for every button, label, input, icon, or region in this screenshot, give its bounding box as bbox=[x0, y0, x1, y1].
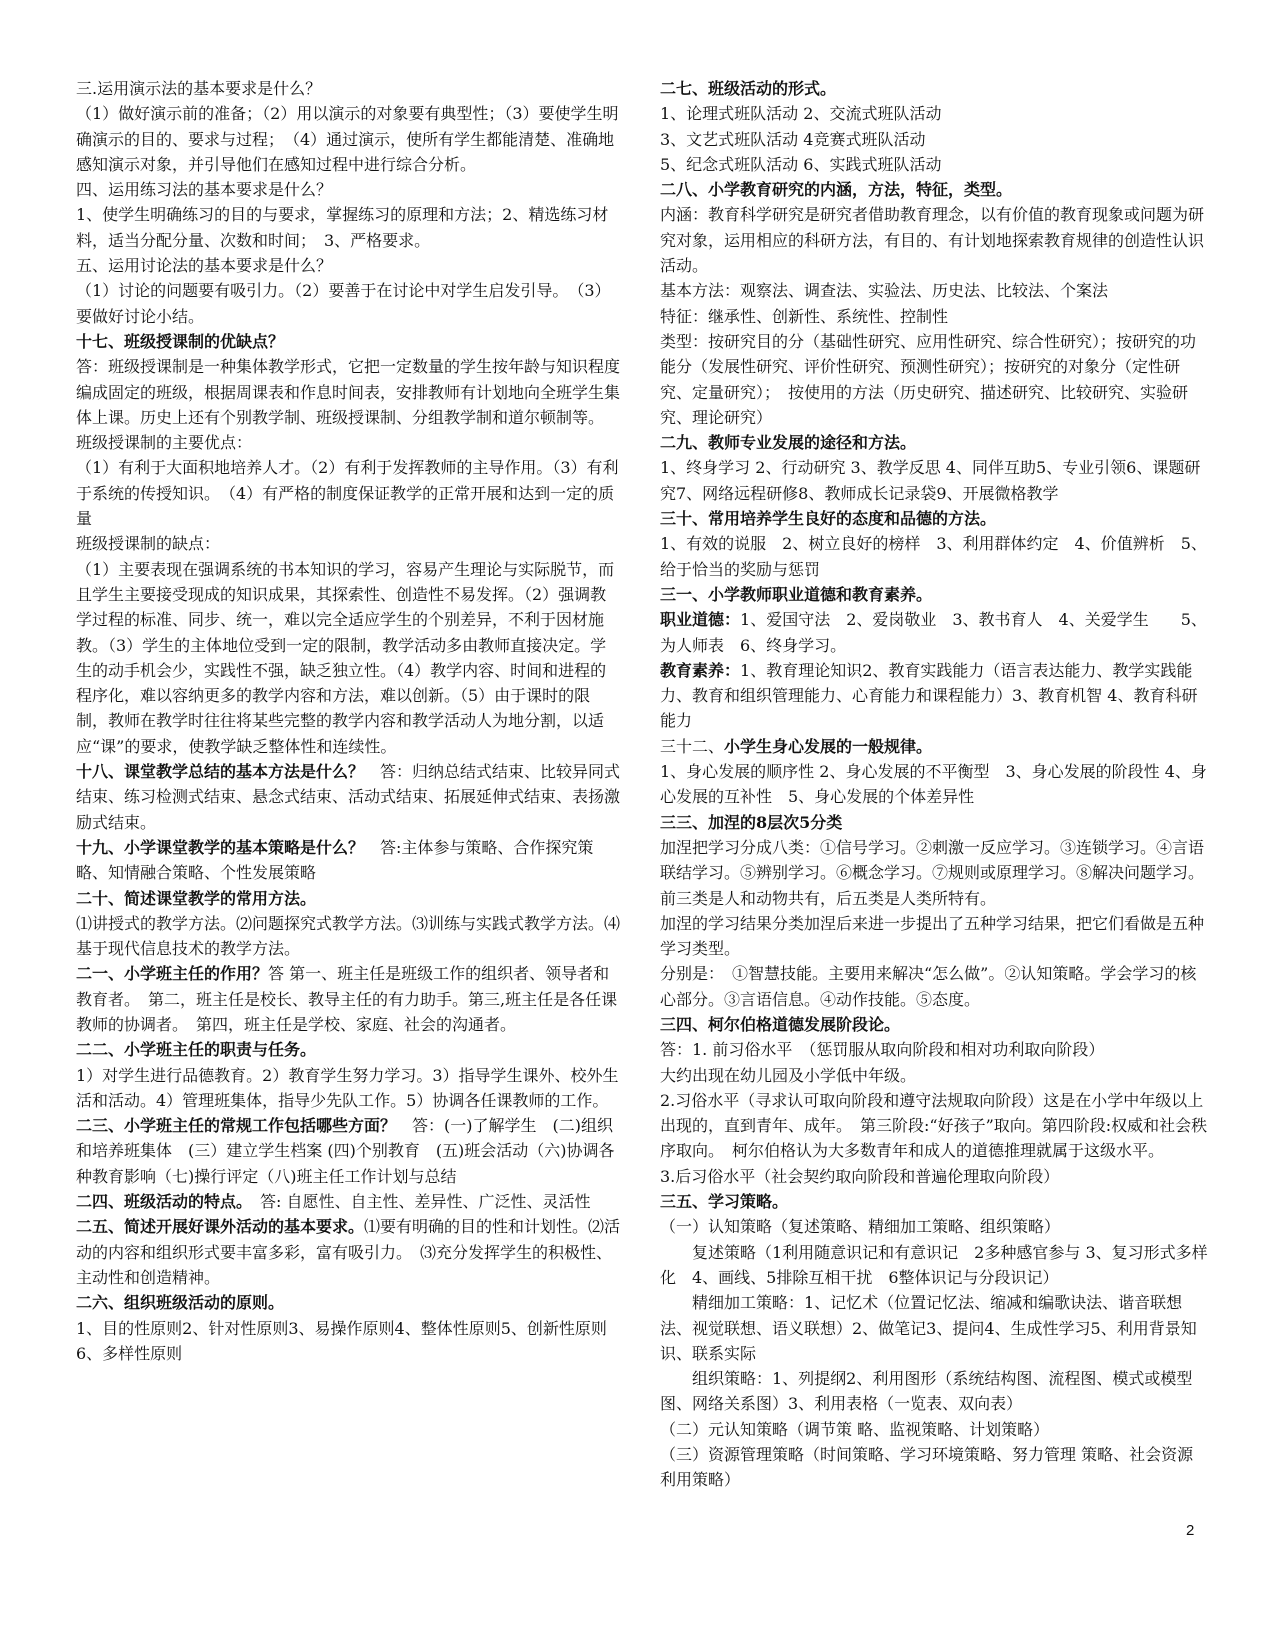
heading-inline: 二四、班级活动的特点。 bbox=[76, 1192, 245, 1212]
paragraph-text: 三十二、 bbox=[660, 736, 725, 756]
paragraph bbox=[76, 759, 622, 835]
heading-inline: 小学生身心发展的一般规律。 bbox=[724, 736, 933, 756]
paragraph-text: 1、爱国守法 2、爱岗敬业 3、教书育人 4、关爱学生 5、为人师表 6、终身学习。 bbox=[660, 610, 1207, 655]
paragraph: 类型：按研究目的分（基础性研究、应用性研究、综合性研究）；按研究的功能分（发展性研究、评价性研究、预测性研究）；按研究的对象分（定性研究、定量研究）； 按使用的方法（历史研究、描述研究、比较研究、实验研究、理论研究） bbox=[660, 331, 1197, 427]
paragraph: （1）做好演示前的准备；（2）用以演示的对象要有典型性；（3）要使学生明确演示的目的、要求与过程； （4）通过演示，使所有学生都能清楚、准确地感知演示对象，并引导他们在感知过程中进行综合分析。 bbox=[76, 104, 619, 174]
paragraph bbox=[76, 961, 622, 1037]
paragraph: 前三类是人和动物共有，后五类是人类所特有。 bbox=[660, 888, 997, 908]
paragraph: （1）讨论的问题要有吸引力。（2）要善于在讨论中对学生启发引导。 （3）要做好讨论小结。 bbox=[76, 281, 611, 326]
paragraph bbox=[76, 1214, 622, 1290]
paragraph bbox=[76, 1113, 622, 1189]
paragraph: 答：1. 前习俗水平 （惩罚服从取向阶段和相对功利取向阶段） bbox=[660, 1040, 1105, 1060]
paragraph: 1、有效的说服 2、树立良好的榜样 3、利用群体约定 4、价值辨析 5、给于恰当的奖励与惩罚 bbox=[660, 534, 1207, 579]
paragraph: ⑴讲授式的教学方法。⑵问题探究式教学方法。⑶训练与实践式教学方法。⑷基于现代信息技术的教学方法。 bbox=[76, 913, 621, 959]
heading-inline: 二一、小学班主任的作用？ bbox=[76, 964, 269, 984]
paragraph bbox=[76, 1189, 622, 1214]
section-heading: 二六、组织班级活动的原则。 bbox=[76, 1293, 285, 1313]
paragraph: 1、论理式班队活动 2、交流式班队活动 bbox=[660, 104, 942, 124]
heading-inline: 二五、简述开展好课外活动的基本要求。 bbox=[76, 1217, 365, 1237]
heading-inline: 十八、课堂教学总结的基本方法是什么？ bbox=[76, 762, 365, 782]
paragraph: 精细加工策略：1、记忆术（位置记忆法、缩减和编歌诀法、谐音联想法、视觉联想、语义联想）2、做笔记3、提问4、生成性学习5、利用背景知识、联系实际 bbox=[660, 1293, 1197, 1363]
paragraph bbox=[76, 835, 622, 886]
paragraph: 班级授课制的缺点： bbox=[76, 534, 221, 554]
paragraph: 五、运用讨论法的基本要求是什么？ bbox=[76, 256, 333, 276]
heading-inline: 十九、小学课堂教学的基本策略是什么？ bbox=[76, 837, 365, 857]
paragraph: （三）资源管理策略（时间策略、学习环境策略、努力管理 策略、社会资源利用策略） bbox=[660, 1445, 1194, 1490]
paragraph bbox=[660, 607, 1208, 658]
paragraph: （二）元认知策略（调节策 略、监视策略、计划策略） bbox=[660, 1419, 1050, 1439]
paragraph: 大约出现在幼儿园及小学低中年级。 bbox=[660, 1065, 917, 1085]
paragraph: 3、文艺式班队活动 4竞赛式班队活动 bbox=[660, 129, 926, 149]
paragraph: 三.运用演示法的基本要求是什么？ bbox=[76, 79, 322, 98]
page-number: 2 bbox=[1186, 1522, 1195, 1539]
paragraph bbox=[660, 658, 1208, 734]
section-heading: 三四、柯尔伯格道德发展阶段论。 bbox=[660, 1014, 901, 1034]
section-heading: 二九、教师专业发展的途径和方法。 bbox=[660, 433, 917, 453]
heading-inline: 教育素养： bbox=[660, 660, 741, 680]
paragraph-text: 答：归纳总结式结束、比较异同式结束、练习检测式结束、悬念式结束、活动式结束、拓展延伸式结束、表扬激励式结束。 bbox=[76, 762, 621, 832]
paragraph: （1）有利于大面积地培养人才。（2）有利于发挥教师的主导作用。（3）有利于系统的传授知识。 （4）有严格的制度保证教学的正常开展和达到一定的质量 bbox=[76, 458, 619, 529]
paragraph-text: 答：(一)了解学生 (二)组织和培养班集体 (三）建立学生档案 (四)个别教育 (五)班会活动（六)协调各种教育影响（七)操行评定（八)班主任工作计划与总结 bbox=[76, 1116, 615, 1186]
paragraph-text: 答 第一、班主任是班级工作的组织者、领导者和教育者。 第二，班主任是校长、教导主任的有力助手。第三,班主任是各任课教师的协调者。 第四，班主任是学校、家庭、社会的沟通者。 bbox=[76, 964, 618, 1034]
paragraph-text: 答:主体参与策略、合作探究策略、知情融合策略、个性发展策略 bbox=[76, 837, 594, 883]
left-column bbox=[76, 76, 622, 1366]
paragraph: 四、运用练习法的基本要求是什么？ bbox=[76, 180, 333, 200]
section-heading: 二十、简述课堂教学的常用方法。 bbox=[76, 888, 317, 908]
paragraph: 基本方法：观察法、调查法、实验法、历史法、比较法、个案法 bbox=[660, 281, 1109, 301]
paragraph: 1、终身学习 2、行动研究 3、教学反思 4、同伴互助5、专业引领6、课题研究7、网络远程研修8、教师成长记录袋9、开展微格教学 bbox=[660, 458, 1201, 503]
paragraph: （一）认知策略（复述策略、精细加工策略、组织策略） bbox=[660, 1217, 1061, 1237]
paragraph: 复述策略（1利用随意识记和有意识记 2多种感官参与 3、复习形式多样化 4、画线、5排除互相干扰 6整体识记与分段识记） bbox=[660, 1242, 1208, 1287]
paragraph: （1）主要表现在强调系统的书本知识的学习，容易产生理论与实际脱节，而且学生主要接受现成的知识成果，其探索性、创造性不易发挥。（2）强调教学过程的标准、同步、统一，难以完全适应学生的个别差异，不利于因材施教。（3）学生的主体地位受到一定的限制，教学活动多由教师直接决定。学生的动手机会少，实践性不强，缺乏独立性。（4）教学内容、时间和进程的程序化，难以容纳更多的教学内容和方法，难以创新。（5）由于课时的限制，教师在教学时往往将某些完整的教学内容和教学活动人为地分割，以适应“课”的要求，使教学缺乏整体性和连续性。 bbox=[76, 559, 615, 756]
paragraph: 班级授课制的主要优点： bbox=[76, 433, 253, 453]
section-heading: 十七、班级授课制的优缺点？ bbox=[76, 331, 285, 351]
paragraph-text: ⑴要有明确的目的性和计划性。⑵活动的内容和组织形式要丰富多彩，富有吸引力。 ⑶充分发挥学生的积极性、主动性和创造精神。 bbox=[76, 1217, 621, 1287]
paragraph-text: 1、教育理论知识2、教育实践能力（语言表达能力、教学实践能力、教育和组织管理能力、心育能力和课程能力）3、教育机智 4、教育科研能力 bbox=[660, 660, 1198, 731]
right-column bbox=[660, 76, 1208, 1493]
section-heading: 三一、小学教师职业道德和教育素养。 bbox=[660, 584, 933, 604]
paragraph: 1、身心发展的顺序性 2、身心发展的不平衡型 3、身心发展的阶段性 4、身心发展的互补性 5、身心发展的个体差异性 bbox=[660, 762, 1207, 807]
paragraph: 2.习俗水平（寻求认可取向阶段和遵守法规取向阶段）这是在小学中年级以上出现的，直到青年、成年。 第三阶段:“好孩子”取向。第四阶段:权威和社会秩序取向。 柯尔伯格认为大多数青年和成人的道德推理就属于这级水平。 bbox=[660, 1090, 1208, 1161]
paragraph: 特征：继承性、创新性、系统性、控制性 bbox=[660, 306, 949, 326]
section-heading: 二八、小学教育研究的内涵，方法，特征，类型。 bbox=[660, 180, 1013, 200]
paragraph bbox=[660, 734, 1208, 759]
paragraph: 1）对学生进行品德教育。2）教育学生努力学习。3）指导学生课外、校外生活和活动。4）管理班集体，指导少先队工作。5）协调各任课教师的工作。 bbox=[76, 1065, 619, 1110]
section-heading: 三十、常用培养学生良好的态度和品德的方法。 bbox=[660, 509, 997, 529]
section-heading: 三三、加涅的8层次5分类 bbox=[660, 812, 843, 832]
paragraph: 3.后习俗水平（社会契约取向阶段和普遍伦理取向阶段） bbox=[660, 1166, 1060, 1186]
paragraph: 组织策略：1、列提纲2、利用图形（系统结构图、流程图、模式或模型图、网络关系图）3、利用表格（一览表、双向表） bbox=[660, 1369, 1193, 1414]
paragraph: 5、纪念式班队活动 6、实践式班队活动 bbox=[660, 154, 942, 174]
paragraph: 1、使学生明确练习的目的与要求，掌握练习的原理和方法；2、精选练习材料，适当分配分量、次数和时间； 3、严格要求。 bbox=[76, 205, 609, 250]
paragraph: 1、目的性原则2、针对性原则3、易操作原则4、整体性原则5、创新性原则6、多样性原则 bbox=[76, 1318, 607, 1363]
section-heading: 二七、班级活动的形式。 bbox=[660, 79, 837, 98]
section-heading: 二二、小学班主任的职责与任务。 bbox=[76, 1040, 317, 1060]
paragraph: 加涅的学习结果分类加涅后来进一步提出了五种学习结果，把它们看做是五种学习类型。 bbox=[660, 913, 1205, 959]
heading-inline: 二三、小学班主任的常规工作包括哪些方面？ bbox=[76, 1116, 397, 1136]
paragraph: 答：班级授课制是一种集体教学形式，它把一定数量的学生按年龄与知识程度编成固定的班级，根据周课表和作息时间表，安排教师有计划地向全班学生集体上课。历史上还有个别教学制、班级授课制、分组教学制和道尔顿制等。 bbox=[76, 357, 621, 427]
paragraph: 分别是： ①智慧技能。主要用来解决“怎么做”。②认知策略。学会学习的核心部分。③言语信息。④动作技能。⑤态度。 bbox=[660, 964, 1197, 1009]
paragraph: 内涵：教育科学研究是研究者借助教育理念，以有价值的教育现象或问题为研究对象，运用相应的科研方法，有目的、有计划地探索教育规律的创造性认识活动。 bbox=[660, 205, 1205, 276]
heading-inline: 职业道德： bbox=[660, 610, 741, 630]
paragraph-text: 答: 自愿性、自主性、差异性、广泛性、灵活性 bbox=[244, 1192, 591, 1212]
section-heading: 三五、学习策略。 bbox=[660, 1192, 789, 1212]
paragraph: 加涅把学习分成八类：①信号学习。②刺激一反应学习。③连锁学习。④言语联结学习。⑤辨别学习。⑥概念学习。⑦规则或原理学习。⑧解决问题学习。 bbox=[660, 837, 1205, 883]
